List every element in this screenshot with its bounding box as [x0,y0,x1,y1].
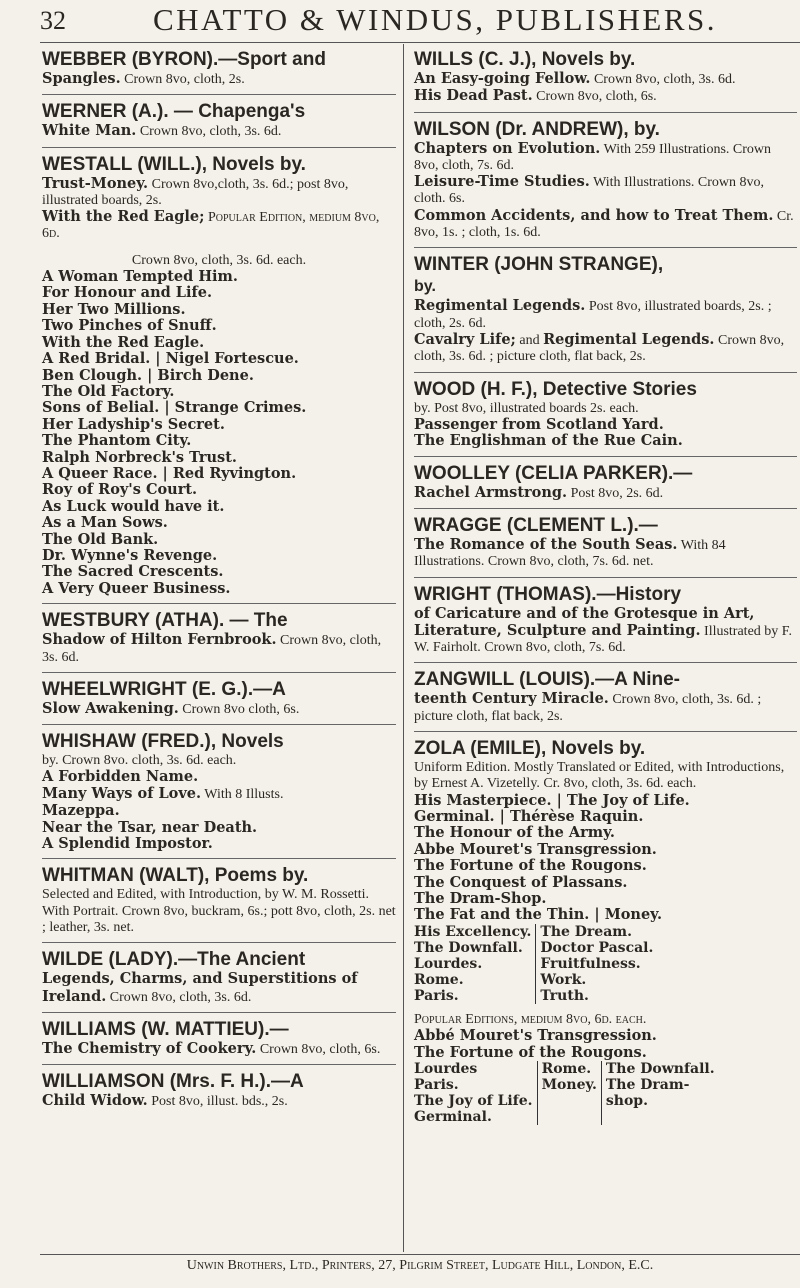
author-heading: WRIGHT (THOMAS).—History [414,583,682,605]
author-heading: ZANGWILL (LOUIS).—A Nine- [414,669,680,691]
book-title: Regimental Legends. [543,330,715,348]
book-title: Sons of Belial. | Strange Crimes. [42,399,307,417]
book-title: Rachel Armstrong. [414,483,568,501]
author-heading: WOOD (H. F.), Detective Stories [414,378,697,400]
book-title: His Dead Past. [414,87,533,105]
book-title: Doctor Pascal. [536,940,657,956]
entry-webber [42,49,396,95]
book-title: Two Pinches of Snuff. [42,317,217,335]
book-title: Legends, Charms, and Superstitions of Ireland. [42,970,358,1005]
book-title: Ralph Norbreck's Trust. [42,448,237,466]
book-title: Shadow of Hilton Fernbrook. [42,631,277,649]
book-title: Mazeppa. [42,802,120,820]
book-title: The Honour of the Army. [414,824,615,842]
entry-westall: WESTALL (WILL.), Novels by. Trust-Money. Crown 8vo,cloth, 3s. 6d.; post 8vo, illustrated boards, 2s. With the Red Eagle; Popular Edition, medium 8vo, 6d. Crown 8vo, cloth, 3s. 6d. each. A Woman Tempted Him. For Honour and Life. Her Two Millions. Two Pinches of Snuff. With the Red Eagle. A Red Bridal. | Nigel Fortescue. Ben Clough. | Birch Dene. The Old Factory. Sons of Belial. | Strange Crimes. Her Ladyship's Secret. The Phantom City. Ralph Norbreck's Trust. A Queer Race. | Red Ryvington. Roy of Roy's Court. As Luck would have it. As a Man Sows. The Old Bank. Dr. Wynne's Revenge. The Sacred Crescents. A Very Queer Business. [42,154,396,605]
author-heading: WILLIAMSON (Mrs. F. H.).—A [42,1071,304,1093]
book-title: of Caricature and of the Grotesque in Art, Literature, Sculpture and Painting. [414,604,755,639]
author-heading: WRAGGE (CLEMENT L.).— [414,514,658,536]
book-title: Money. [537,1077,601,1093]
book-title [537,1109,601,1125]
book-title: Rome. [537,1061,601,1077]
entry-williamson: WILLIAMSON (Mrs. F. H.).—A Child Widow. Post 8vo, illust. bds., 2s. [42,1071,396,1116]
book-title: A Very Queer Business. [42,579,231,597]
book-title: teenth Century Miracle. [414,690,609,708]
price-note: Crown 8vo, cloth, 3s. 6d. each. [131,252,307,268]
title-list [414,793,797,924]
book-title: Many Ways of Love. [42,784,202,802]
book-title: Child Widow. [42,1092,148,1110]
book-title: Lourdes. [414,955,483,972]
book-title: The Phantom City. [42,432,192,450]
running-title: CHATTO & WINDUS, PUBLISHERS. [152,2,718,37]
book-title: An Easy-going Fellow. [414,70,591,87]
header-rule [40,42,800,43]
book-title: The Old Bank. [42,530,159,548]
price-note: Popular Editions, medium 8vo, 6d. each. [414,1011,647,1027]
book-title: Cavalry Life; [414,330,516,348]
book-title: The Sacred Crescents. [42,563,224,581]
book-title: Trust-Money. [42,174,149,192]
book-title: The Dram- [601,1077,718,1093]
entry-werner [42,101,396,147]
column-divider [403,44,404,1252]
book-title: Rome. [414,971,464,988]
author-heading: WEBBER (BYRON).—Sport and [42,49,326,70]
book-title: With the Red Eagle. [42,333,205,351]
book-title [537,1093,601,1109]
book-title: Work. [536,972,657,988]
author-heading: WERNER (A.). — Chapenga's [42,101,306,123]
book-price: Crown 8vo, cloth, 2s. [120,72,245,87]
page-number: 32 [40,6,66,35]
entry-wilson: WILSON (Dr. ANDREW), by. Chapters on Evolution. With 259 Illustrations. Crown 8vo, cloth, 7s. 6d. Leisure-Time Studies. With Illustrations. Crown 8vo, cloth. 6s. Common Accidents, and how to Treat Them. Cr. 8vo, 1s. ; cloth, 1s. 6d. [414,119,797,249]
author-heading: WHITMAN (WALT), Poems by. [42,865,309,887]
entry-wragge: WRAGGE (CLEMENT L.).— The Romance of the South Seas. With 84 Illustrations. Crown 8vo, cloth, 7s. 6d. net. [414,515,797,578]
book-title: Fruitfulness. [536,956,657,972]
book-title: Spangles. [42,70,121,87]
entry-wheelwright: WHEELWRIGHT (E. G.).—A Slow Awakening. Crown 8vo cloth, 6s. [42,679,396,725]
book-title: His Masterpiece. | The Joy of Life. [414,791,690,809]
author-heading: WESTALL (WILL.), Novels by. [42,153,306,175]
author-heading: WILLS (C. J.), Novels by. [414,49,636,70]
book-title: Paris. [414,1077,459,1093]
book-title: Regimental Legends. [414,297,586,315]
book-title [601,1109,718,1125]
book-title: Common Accidents, and how to Treat Them. [414,206,774,224]
book-title: The Fortune of the Rougons. [414,857,647,875]
book-title: The Fat and the Thin. | Money. [414,906,662,924]
book-title: Her Ladyship's Secret. [42,415,225,433]
entry-wood: WOOD (H. F.), Detective Stories by. Post 8vo, illustrated boards 2s. each. Passenger from Scotland Yard. The Englishman of the Rue Cain. [414,379,797,457]
book-title: Chapters on Evolution. [414,139,601,157]
entry-wright: WRIGHT (THOMAS).—History of Caricature and of the Grotesque in Art, Literature, Sculpture and Painting. Illustrated by F. W. Fairholt. Crown 8vo, cloth, 7s. 6d. [414,584,797,664]
entry-text: Selected and Edited, with Introduction, by W. M. Rossetti. With Portrait. Crown 8vo, buckram, 6s.; pott 8vo, cloth, 2s. net ; leather, 3s. net. [42,887,396,935]
entry-zangwill: ZANGWILL (LOUIS).—A Nine- teenth Century Miracle. Crown 8vo, cloth, 3s. 6d. ; picture cloth, flat back, 2s. [414,669,797,732]
entry-williams: WILLIAMS (W. MATTIEU).— The Chemistry of Cookery. Crown 8vo, cloth, 6s. [42,1019,396,1065]
author-heading: WILDE (LADY).—The Ancient [42,949,306,971]
book-title: Leisure-Time Studies. [414,173,590,191]
book-title: The Fortune of the Rougons. [414,1043,647,1061]
entry-winter: WINTER (JOHN STRANGE), by. Regimental Legends. Post 8vo, illustrated boards, 2s. ; cloth, 2s. 6d. Cavalry Life; and Regimental Legends. Crown 8vo, cloth, 3s. 6d. ; picture cloth, flat back, 2s. [414,254,797,372]
book-title: A Forbidden Name. [42,768,199,786]
book-title: The Joy of Life. [414,1093,533,1109]
right-column [414,47,797,1137]
book-title: Near the Tsar, near Death. [42,818,258,836]
entry-wills: WILLS (C. J.), Novels by. An Easy-going Fellow. Crown 8vo, cloth, 3s. 6d. His Dead Past. Crown 8vo, cloth, 6s. [414,49,797,113]
book-title: A Woman Tempted Him. [42,268,238,286]
book-title: The Dream. [536,924,657,940]
title-grid [414,1061,719,1125]
book-title: The Chemistry of Cookery. [42,1039,257,1057]
book-title: A Queer Race. | Red Ryvington. [42,464,297,482]
book-title: With the Red Eagle; [42,208,205,226]
book-title: Abbe Mouret's Transgression. [414,840,657,858]
author-heading: WINTER (JOHN STRANGE), by. [414,254,664,296]
book-title: Lourdes [414,1061,478,1077]
book-title: shop. [601,1093,718,1109]
book-title: The Old Factory. [42,382,175,400]
printer-footer: Unwin Brothers, Ltd., Printers, 27, Pilgrim Street, Ludgate Hill, London, E.C. [40,1254,800,1274]
book-title: As Luck would have it. [42,497,225,515]
title-list [42,269,396,597]
book-title: The Englishman of the Rue Cain. [414,432,683,450]
book-title: Abbé Mouret's Transgression. [414,1027,657,1045]
page-header [40,0,800,40]
book-title: The Dram-Shop. [414,890,547,908]
book-title: Passenger from Scotland Yard. [414,415,664,433]
book-title: Roy of Roy's Court. [42,481,198,499]
book-title: Her Two Millions. [42,300,186,318]
entry-wilde: WILDE (LADY).—The Ancient Legends, Charms, and Superstitions of Ireland. Crown 8vo, cloth, 3s. 6d. [42,949,396,1013]
book-title: Slow Awakening. [42,699,179,717]
book-title: Germinal. [414,1109,492,1125]
book-title: For Honour and Life. [42,284,213,302]
book-price: Crown 8vo, cloth, 3s. 6d. [136,124,282,140]
book-title: A Red Bridal. | Nigel Fortescue. [42,350,299,368]
entry-whishaw: WHISHAW (FRED.), Novels by. Crown 8vo. cloth, 3s. 6d. each. A Forbidden Name. Many Ways of Love. With 8 Illusts. Mazeppa. Near the Tsar, near Death. A Splendid Impostor. [42,731,396,859]
book-title: The Romance of the South Seas. [414,535,678,553]
book-title: The Downfall. [601,1061,718,1077]
book-title: White Man. [42,122,137,140]
author-heading: WESTBURY (ATHA). — The [42,610,288,632]
author-heading: WHEELWRIGHT (E. G.).—A [42,678,286,700]
entry-westbury: WESTBURY (ATHA). — The Shadow of Hilton Fernbrook. Crown 8vo, cloth, 3s. 6d. [42,610,396,673]
author-heading: ZOLA (EMILE), Novels by. [414,738,646,760]
book-title: His Excellency. [414,923,532,940]
book-title: Dr. Wynne's Revenge. [42,546,218,564]
entry-zola: ZOLA (EMILE), Novels by. Uniform Edition. Mostly Translated or Edited, with Introductions, by Ernest A. Vizetelly. Cr. 8vo, cloth, 3s. 6d. each. His Masterpiece. | The Joy of Life. Germinal. | Thérèse Raquin. The Honour of the Army. Abbe Mouret's Transgression. The Fortune of the Rougons. The Conquest of Plassans. The Dram-Shop. The Fat and the Thin. | Money. His Excellency. The Dream. The Downfall. Doctor Pascal. Lourdes. Fruitfulness. Rome. Work. Paris. Truth. Popular Editions, medium 8vo, 6d. each. Abbé Mouret's Transgression. The Fortune of the Rougons. Lourdes Rome. The Downfall. Paris. Money. The Dram- The Joy of Life. shop. Germinal. [414,738,797,1131]
left-column [42,47,396,1122]
book-title: Truth. [536,988,657,1004]
book-title: Paris. [414,987,459,1004]
entry-woolley: WOOLLEY (CELIA PARKER).— Rachel Armstrong. Post 8vo, 2s. 6d. [414,463,797,509]
title-grid [414,924,657,1004]
book-title: The Conquest of Plassans. [414,873,628,891]
entry-whitman [42,865,396,943]
book-title: As a Man Sows. [42,514,168,532]
book-title: Germinal. | Thérèse Raquin. [414,808,644,826]
book-title: Ben Clough. | Birch Dene. [42,366,254,384]
author-heading: WOOLLEY (CELIA PARKER).— [414,462,693,484]
author-heading: WHISHAW (FRED.), Novels [42,731,284,753]
book-title: A Splendid Impostor. [42,834,213,852]
author-heading: WILLIAMS (W. MATTIEU).— [42,1018,289,1040]
book-title: The Downfall. [414,939,523,956]
author-heading: WILSON (Dr. ANDREW), by. [414,118,660,140]
